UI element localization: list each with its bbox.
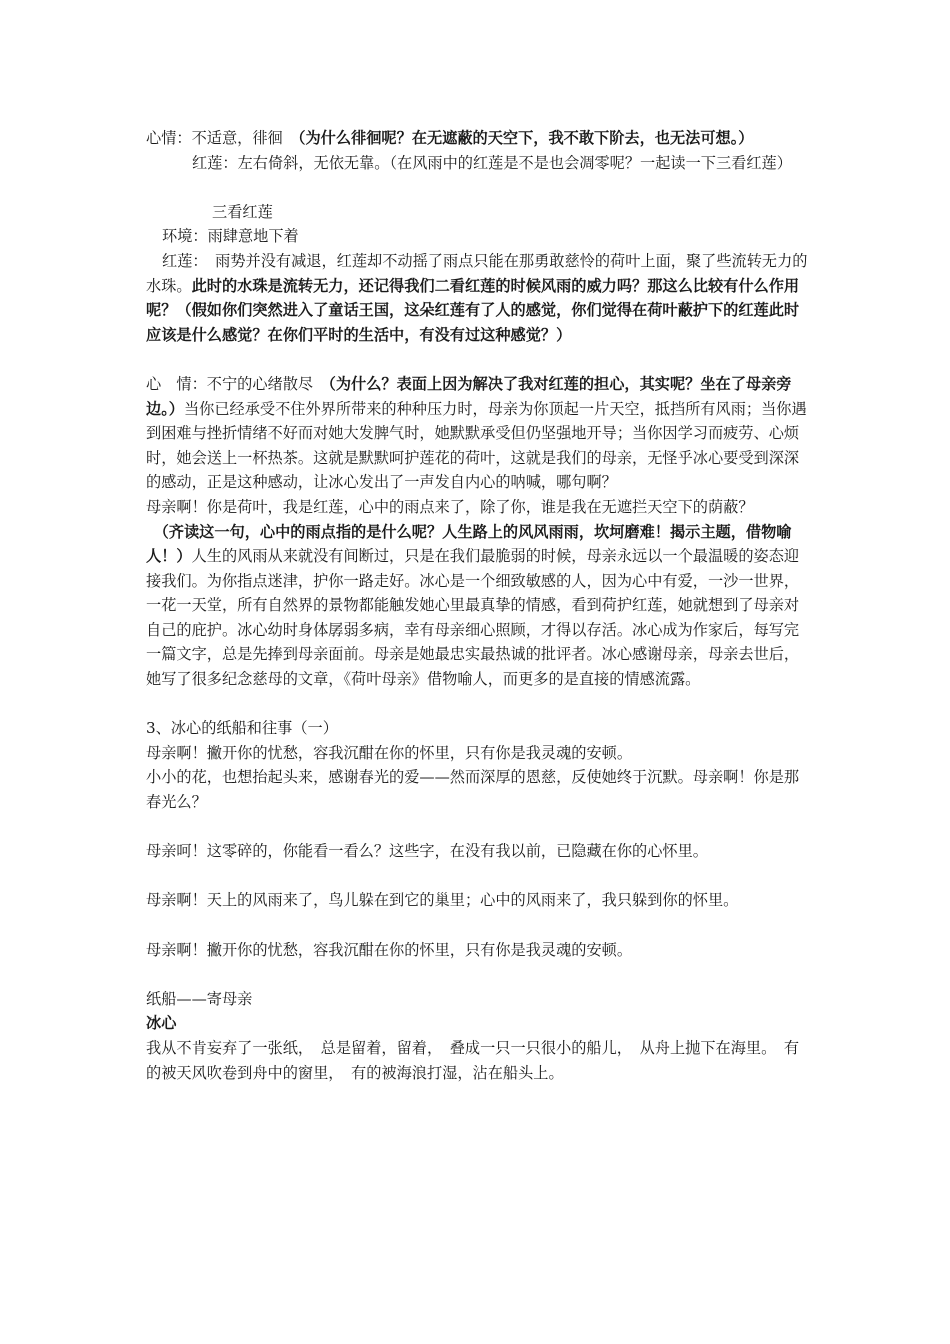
document-body	[146, 126, 812, 1085]
read-together-question: （齐读这一句，心中的雨点指的是什么呢？人生路上的风风雨雨，坎坷磨难！揭示主题，借物喻人！）	[146, 522, 792, 566]
lotus3-question: 此时的水珠是流转无力，还记得我们二看红莲的时候风雨的威力吗？那这么比较有什么作用呢？（假如你们突然进入了童话王国，这朵红莲有了人的感觉，你们觉得在荷叶蔽护下的红莲此时应该是什么感觉？在你们平时的生活中，有没有过这种感觉？）	[146, 276, 800, 344]
lotus3-label: 红莲： 雨势并没有减退，红莲却不动摇了雨点只能在那勇敢慈怜的荷叶上面，聚了些流转无力的水珠。	[146, 251, 808, 295]
environment-line: 环境：雨肆意地下着	[162, 227, 299, 246]
poem-line-4: 母亲啊！天上的风雨来了，鸟儿躲在到它的巢里；心中的风雨来了，我只躲到你的怀里。	[146, 891, 739, 910]
spacer	[146, 913, 812, 938]
mood3-label: 心 情：不宁的心绪散尽	[146, 374, 329, 393]
mood1-paragraph	[146, 126, 812, 151]
lotus3-paragraph	[146, 249, 812, 347]
read-together-paragraph	[146, 520, 812, 692]
mood1-question: （为什么徘徊呢？在无遮蔽的天空下，我不敢下阶去，也无法可想。）	[297, 129, 754, 147]
mood3-paragraph	[146, 372, 812, 495]
third-look-heading: 三看红莲	[212, 202, 273, 221]
quote-line: 母亲啊！你是荷叶，我是红莲，心中的雨点来了，除了你，谁是我在无遮拦天空下的荫蔽？	[146, 497, 754, 516]
spacer	[146, 864, 812, 889]
mood3-text: 当你已经承受不住外界所带来的种种压力时，母亲为你顶起一片天空，抵挡所有风雨；当你遇到困难与挫折情绪不好而对她大发脾气时，她默默承受但仍坚强地开导；当你因学习而疲劳、心烦时，她会送上一杯热茶。这就是默默呵护莲花的荷叶，这就是我们的母亲，无怪乎冰心要受到深深的感动，正是这种感动，让冰心发出了一声发自内心的呐喊，哪句啊？	[146, 399, 807, 492]
section3-heading: 3、冰心的纸船和往事（一）	[146, 719, 338, 738]
paper-boat-text: 我从不肯妄弃了一张纸， 总是留着，留着， 叠成一只一只很小的船儿， 从舟上抛下在海里。 有的被天风吹卷到舟中的窗里， 有的被海浪打湿，沾在船头上。	[146, 1038, 800, 1082]
spacer	[146, 692, 812, 717]
read-together-text: 人生的风雨从来就没有间断过，只是在我们最脆弱的时候，母亲永远以一个最温暖的姿态迎接我们。为你指点迷津，护你一路走好。冰心是一个细致敏感的人，因为心中有爱，一沙一世界，一花一天堂，所有自然界的景物都能触发她心里最真挚的情感，看到荷护红莲，她就想到了母亲对自己的庇护。冰心幼时身体孱弱多病，幸有母亲细心照顾，才得以存活。冰心成为作家后，每写完一篇文字，总是先捧到母亲面前。母亲是她最忠实最热诚的批评者。冰心感谢母亲，母亲去世后，她写了很多纪念慈母的文章，《荷叶母亲》借物喻人，而更多的是直接的情感流露。	[146, 547, 800, 689]
paper-boat-title: 纸船——寄母亲	[146, 989, 253, 1008]
poem-line-2: 小小的花，也想抬起头来，感谢春光的爱——然而深厚的恩慈，反使她终于沉默。母亲啊！你是那春光么？	[146, 768, 800, 812]
paper-boat-author: 冰心	[146, 1014, 177, 1033]
spacer	[146, 175, 812, 200]
mood1-label: 心情：不适意，徘徊	[146, 129, 298, 147]
poem-line-3: 母亲呵！这零碎的，你能看一看么？这些字，在没有我以前，已隐藏在你的心怀里。	[146, 842, 708, 861]
spacer	[146, 962, 812, 987]
lotus2-paragraph: 红莲：左右倚斜，无依无靠。（在风雨中的红莲是不是也会凋零呢？一起读一下三看红莲）	[192, 153, 792, 172]
poem-line-1: 母亲啊！撇开你的忧愁，容我沉酣在你的怀里，只有你是我灵魂的安顿。	[146, 743, 632, 762]
poem-line-5: 母亲啊！撇开你的忧愁，容我沉酣在你的怀里，只有你是我灵魂的安顿。	[146, 940, 632, 959]
spacer	[146, 347, 812, 372]
spacer	[146, 815, 812, 840]
mood3-question: （为什么？表面上因为解决了我对红莲的担心，其实呢？坐在了母亲旁边。）	[146, 374, 792, 418]
